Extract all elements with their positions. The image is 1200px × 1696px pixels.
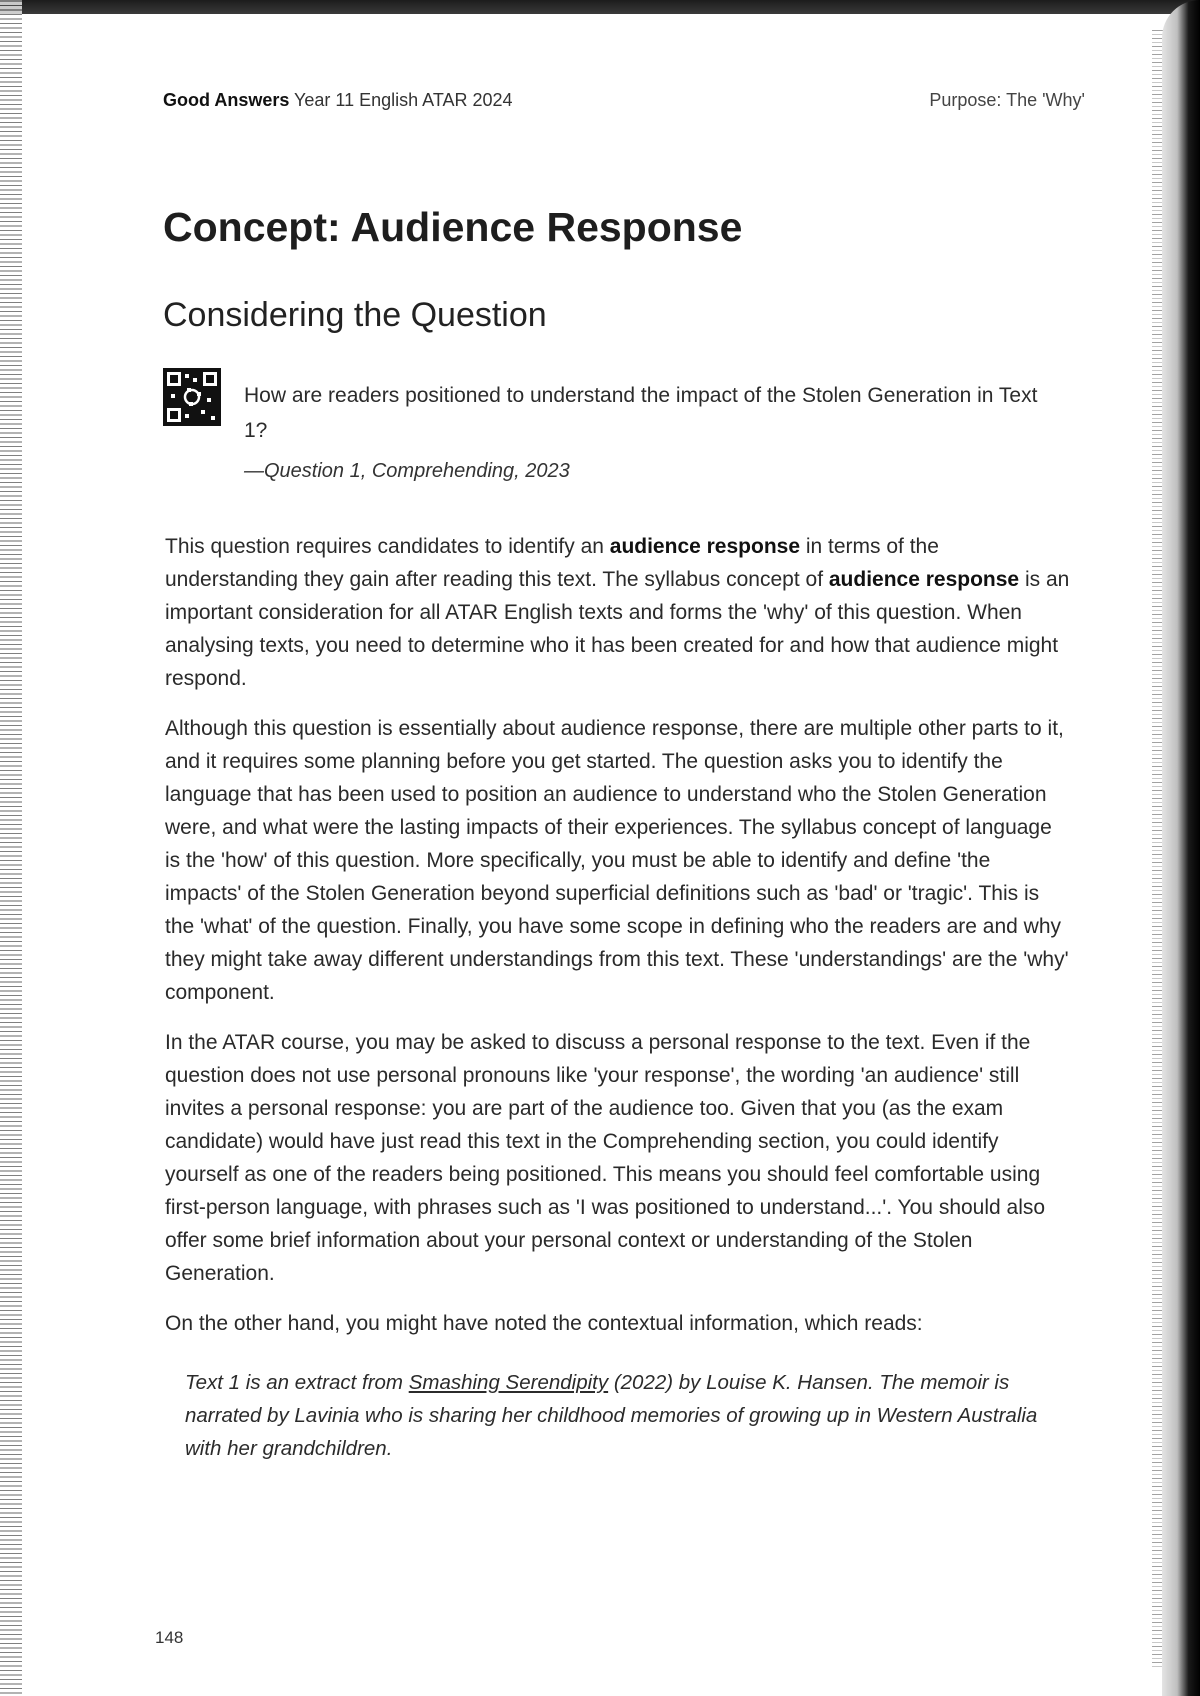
scan-right-edge xyxy=(1162,0,1200,1696)
question-source: —Question 1, Comprehending, 2023 xyxy=(244,460,570,482)
paragraph-2: Although this question is essentially about audience response, there are multiple other parts to it, and it requires some planning before you get started. The question asks you to identify the language that has been used to position an audience to understand who the Stolen Generation were, and what were the lasting impacts of their experiences. The syllabus concept of language is the 'how' of this question. More specifically, you must be able to identify and define 'the impacts' of the Stolen Generation beyond superficial definitions such as 'bad' or 'tragic'. This is the 'what' of the question. Finally, you have some scope in defining who the readers are and why they might take away different understandings from this text. These 'understandings' are the 'why' component. xyxy=(165,717,1069,1004)
paragraph-1 xyxy=(165,530,1070,695)
scan-top-edge xyxy=(0,0,1200,14)
running-head xyxy=(163,90,1085,111)
paragraph-1-text-a: This question requires candidates to identify an xyxy=(165,535,610,558)
page-number: 148 xyxy=(155,1628,184,1647)
contextual-information xyxy=(185,1366,1040,1465)
context-text-a: Text 1 is an extract from xyxy=(185,1371,409,1394)
context-text-b: (2022) by Louise K. Hansen. The memoir is narrated by Lavinia who is sharing her childhood memories of growing up in Western Australia with her grandchildren. xyxy=(185,1371,1038,1460)
paragraph-3: In the ATAR course, you may be asked to discuss a personal response to the text. Even if the question does not use personal pronouns like 'your response', the wording 'an audience' still invites a personal response: you are part of the audience too. Given that you (as the exam candidate) would have just read this text in the Comprehending section, you could identify yourself as one of the readers being positioned. This means you should feel comfortable using first-person language, with phrases such as 'I was positioned to understand...'. You should also offer some brief information about your personal context or understanding of the Stolen Generation. xyxy=(165,1031,1046,1285)
qr-code-icon xyxy=(163,368,221,426)
exam-question: How are readers positioned to understand the impact of the Stolen Generation in Text 1? xyxy=(244,384,1038,442)
concept-title: Concept: Audience Response xyxy=(163,204,743,250)
key-term-audience-response: audience response xyxy=(828,568,1020,591)
body-text xyxy=(165,530,1070,1357)
section-title: Considering the Question xyxy=(163,296,547,334)
paragraph-1-text-b: in terms of the understanding they gain after reading this text. The syllabus concept of xyxy=(165,535,939,591)
paragraph-4: On the other hand, you might have noted the contextual information, which reads: xyxy=(165,1312,923,1335)
book-title: Smashing Serendipity xyxy=(408,1371,609,1394)
section-label: Purpose: The 'Why' xyxy=(929,90,1085,110)
scan-binding-edge xyxy=(0,0,22,1696)
key-term-audience-response: audience response xyxy=(609,535,801,558)
paragraph-1-text-c: is an important consideration for all ATAR English texts and forms the 'why' of this question. When analysing texts, you need to determine who it has been created for and how that audience might respond. xyxy=(165,568,1070,690)
book-subtitle: Year 11 English ATAR 2024 xyxy=(294,90,513,110)
series-title: Good Answers xyxy=(163,90,290,110)
